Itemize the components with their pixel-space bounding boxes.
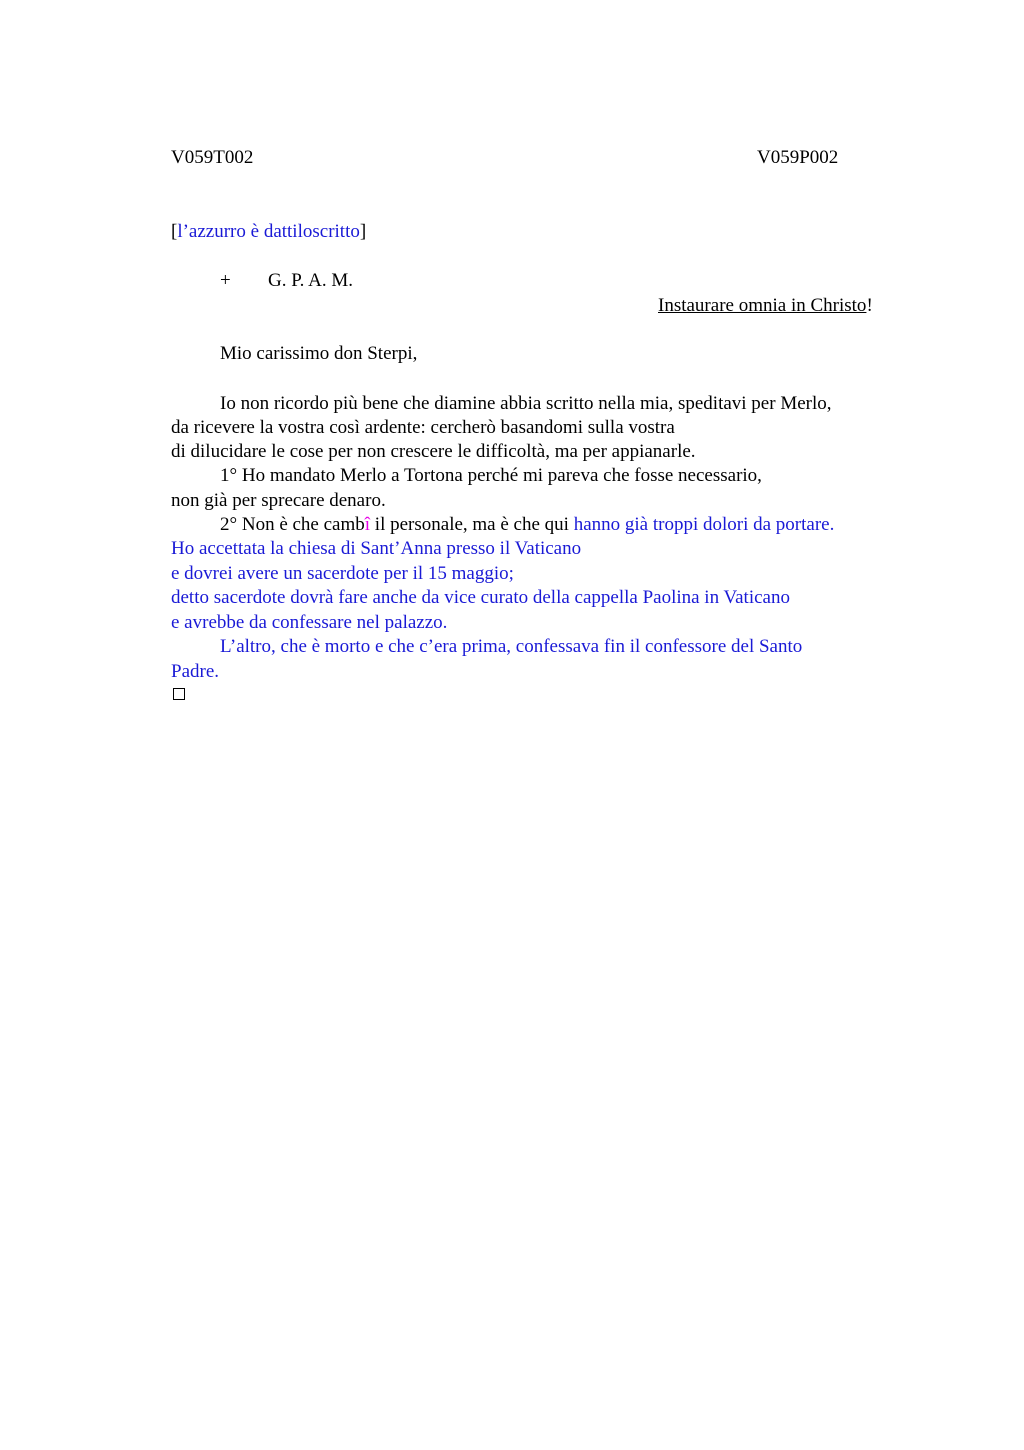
salutation: Mio carissimo don Sterpi, [220,343,418,364]
invocation-cross: + [220,270,231,291]
invocation-initials: G. P. A. M. [268,270,353,291]
header-left-code: V059T002 [171,147,254,168]
typed-line: e avrebbe da confessare nel palazzo. [171,612,448,633]
typed-line: detto sacerdote dovrà fare anche da vice curato della cappella Paolina in Vaticano [171,587,790,608]
end-of-text-box [173,688,185,700]
typed-line: Padre. [171,661,220,682]
body-line: 1° Ho mandato Merlo a Tortona perché mi pareva che fosse necessario, [220,465,762,486]
body-line: di dilucidare le cose per non crescere le difficoltà, ma per appianarle. [171,441,696,462]
typed-line: Ho accettata la chiesa di Sant’Anna presso il Vaticano [171,538,582,559]
body-segment: il personale, ma è che qui [370,514,574,535]
note-close-bracket: ] [359,221,367,242]
highlighted-letter: î [364,514,371,535]
header-right-code: V059P002 [757,147,839,168]
typed-segment: hanno già troppi dolori da portare. [573,514,835,535]
body-line: Io non ricordo più bene che diamine abbia scritto nella mia, speditavi per Merlo, [220,393,832,414]
note-open-bracket: [ [171,221,178,242]
motto-text: Instaurare omnia in Christo [658,295,867,316]
typed-line: L’altro, che è morto e che c’era prima, confessava fin il confessore del Santo [220,636,803,657]
note-text: l’azzurro è dattiloscritto [177,221,360,242]
body-line: non già per sprecare denaro. [171,490,386,511]
body-segment: 2° Non è che camb [220,514,365,535]
body-line: da ricevere la vostra così ardente: cercherò basandomi sulla vostra [171,417,675,438]
motto [658,294,873,318]
editorial-note [171,220,366,244]
motto-punct: ! [866,295,873,316]
typed-line: e dovrei avere un sacerdote per il 15 maggio; [171,563,514,584]
body-line-mixed [220,513,834,537]
